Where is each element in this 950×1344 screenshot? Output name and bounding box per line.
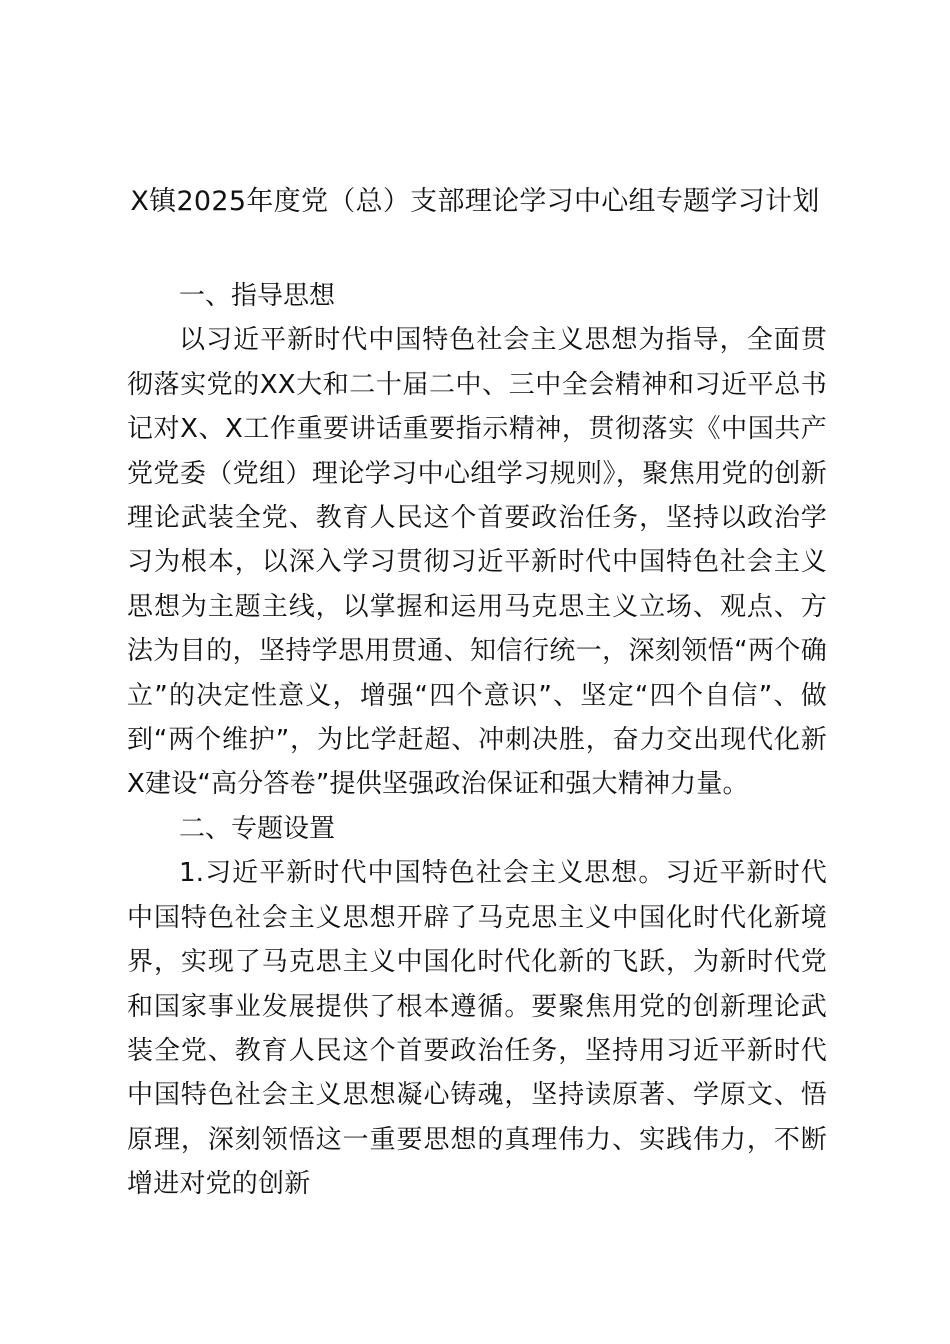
document-title: X镇2025年度党（总）支部理论学习中心组专题学习计划 <box>130 186 820 217</box>
section-heading-guiding-ideology: 一、指导思想 <box>179 281 336 311</box>
section-heading-topic-setting: 二、专题设置 <box>179 813 336 844</box>
document-body <box>127 274 827 1207</box>
paragraph-topic-1: 1.习近平新时代中国特色社会主义思想。习近平新时代中国特色社会主义思想开辟了马克思主义中国化时代化新境界，实现了马克思主义中国化时代化新的飞跃，为新时代党和国家事业发展提供了根本遵循。要聚焦用党的创新理论武装全党、教育人民这个首要政治任务，坚持用习近平新时代中国特色社会主义思想凝心铸魂，坚持读原著、学原文、悟原理，深刻领悟这一重要思想的真理伟力、实践伟力，不断增进对党的创新 <box>127 858 827 1200</box>
paragraph-guiding-ideology: 以习近平新时代中国特色社会主义思想为指导，全面贯彻落实党的XX大和二十届二中、三中全会精神和习近平总书记对X、X工作重要讲话重要指示精神，贯彻落实《中国共产党党委（党组）理论学习中心组学习规则》，聚焦用党的创新理论武装全党、教育人民这个首要政治任务，坚持以政治学习为根本，以深入学习贯彻习近平新时代中国特色社会主义思想为主题主线，以掌握和运用马克思主义立场、观点、方法为目的，坚持学思用贯通、知信行统一，深刻领悟“两个确立”的决定性意义，增强“四个意识”、坚定“四个自信”、做到“两个维护”，为比学赶超、冲刺决胜，奋力交出现代化新X建设“高分答卷”提供坚强政治保证和强大精神力量。 <box>127 325 827 800</box>
